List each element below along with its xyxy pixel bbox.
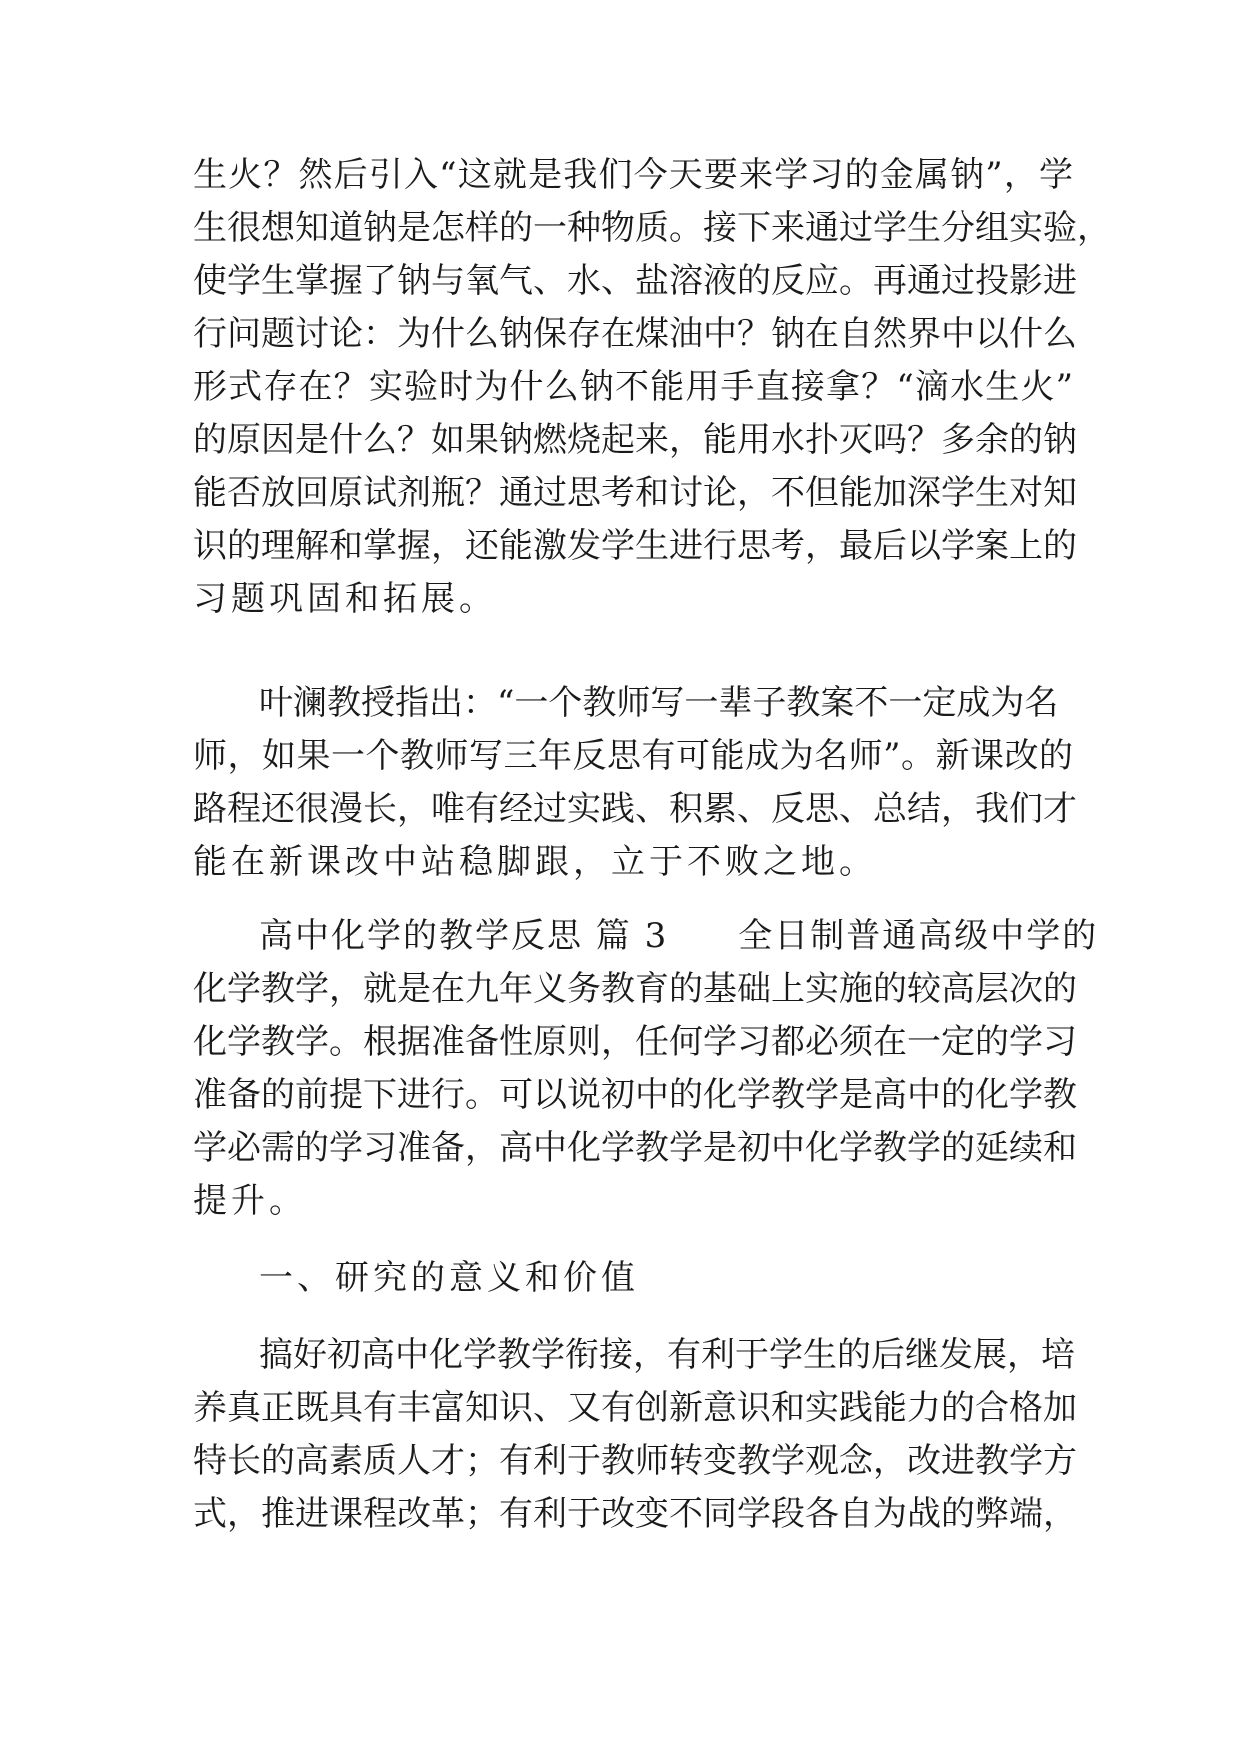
text-line: 能在新课改中站稳脚跟，立于不败之地。 [193, 842, 877, 882]
text-line: 路程还很漫长，唯有经过实践、积累、反思、总结，我们才 [193, 789, 1077, 829]
text-line: 特长的高素质人才；有利于教师转变教学观念，改进教学方 [193, 1441, 1077, 1481]
text-line: 化学教学，就是在九年义务教育的基础上实施的较高层次的 [193, 969, 1077, 1009]
text-line: 提升。 [193, 1181, 307, 1221]
section-heading-line [259, 910, 1098, 962]
text-line: 师，如果一个教师写三年反思有可能成为名师”。新课改的 [193, 736, 1073, 776]
text-line: 识的理解和掌握，还能激发学生进行思考，最后以学案上的 [193, 526, 1077, 566]
subheading: 一、研究的意义和价值 [259, 1258, 639, 1298]
text-line: 叶澜教授指出：“一个教师写一辈子教案不一定成为名 [259, 683, 1059, 723]
text-line: 行问题讨论：为什么钠保存在煤油中？钠在自然界中以什么 [193, 314, 1077, 354]
text-line: 生很想知道钠是怎样的一种物质。接下来通过学生分组实验， [193, 208, 1111, 248]
text-line: 使学生掌握了钠与氧气、水、盐溶液的反应。再通过投影进 [193, 261, 1077, 301]
text-line: 准备的前提下进行。可以说初中的化学教学是高中的化学教 [193, 1075, 1077, 1115]
section-title: 高中化学的教学反思 篇 3 [259, 916, 669, 956]
text-line: 的原因是什么？如果钠燃烧起来，能用水扑灭吗？多余的钠 [193, 420, 1077, 460]
text-fragment: 全日制普通高级中学的 [738, 916, 1099, 956]
text-line: 能否放回原试剂瓶？通过思考和讨论，不但能加深学生对知 [193, 473, 1077, 513]
text-line: 习题巩固和拓展。 [193, 579, 497, 619]
text-line: 学必需的学习准备，高中化学教学是初中化学教学的延续和 [193, 1128, 1077, 1168]
text-line: 搞好初高中化学教学衔接，有利于学生的后继发展，培 [259, 1335, 1075, 1375]
text-line: 化学教学。根据准备性原则，任何学习都必须在一定的学习 [193, 1022, 1077, 1062]
text-line: 生火？然后引入“这就是我们今天要来学习的金属钠”，学 [193, 155, 1073, 195]
text-line: 形式存在？实验时为什么钠不能用手直接拿？“滴水生火” [193, 367, 1073, 407]
text-line: 养真正既具有丰富知识、又有创新意识和实践能力的合格加 [193, 1388, 1077, 1428]
text-line: 式，推进课程改革；有利于改变不同学段各自为战的弊端， [193, 1494, 1077, 1534]
